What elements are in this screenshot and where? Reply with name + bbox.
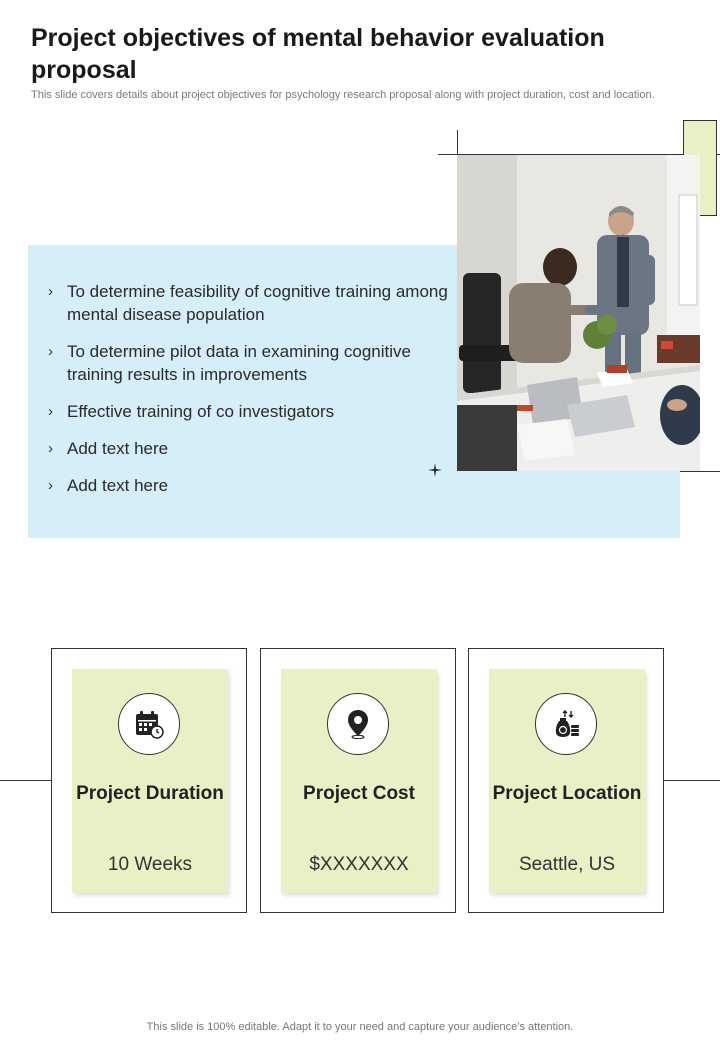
list-item [48,340,448,386]
list-item [48,400,448,423]
objectives-list [48,280,448,511]
chevron-right-icon: › [48,440,53,457]
chevron-right-icon: › [48,403,53,420]
card-value: Seattle, US [518,854,616,875]
meeting-photo [457,155,700,471]
objective-text: Add text here [67,439,169,458]
card-label: Project Location [492,783,642,804]
card-value: 10 Weeks [107,854,193,875]
location-pin-icon [327,693,389,755]
card-label: Project Duration [76,783,224,804]
connector-line-left [0,780,52,781]
chevron-right-icon: › [48,283,53,300]
list-item [48,280,448,326]
objective-text: Add text here [67,476,169,495]
objective-text: To determine feasibility of cognitive training among mental disease population [67,282,448,324]
money-bag-icon [535,693,597,755]
card-inner [72,669,228,893]
list-item [48,474,448,497]
card-value: $XXXXXXX [309,854,409,875]
page-title: Project objectives of mental behavior evaluation proposal [31,24,605,84]
card-inner [281,669,437,893]
frame-line-vertical [457,130,458,156]
chevron-right-icon: › [48,343,53,360]
card-project-cost [260,648,456,913]
card-inner [489,669,645,893]
calendar-icon [118,693,180,755]
footer-note: This slide is 100% editable. Adapt it to your need and capture your audience’s attention. [146,1021,574,1033]
sparkle-icon [428,463,442,477]
list-item [48,437,448,460]
card-project-location [468,648,664,913]
card-project-duration [51,648,247,913]
page-subtitle: This slide covers details about project objectives for psychology research proposal along with project duration, cost and location. [31,89,655,101]
connector-line-right [664,780,720,781]
card-label: Project Cost [303,783,415,804]
objective-text: Effective training of co investigators [67,402,335,421]
chevron-right-icon: › [48,477,53,494]
objective-text: To determine pilot data in examining cognitive training results in improvements [67,342,411,384]
